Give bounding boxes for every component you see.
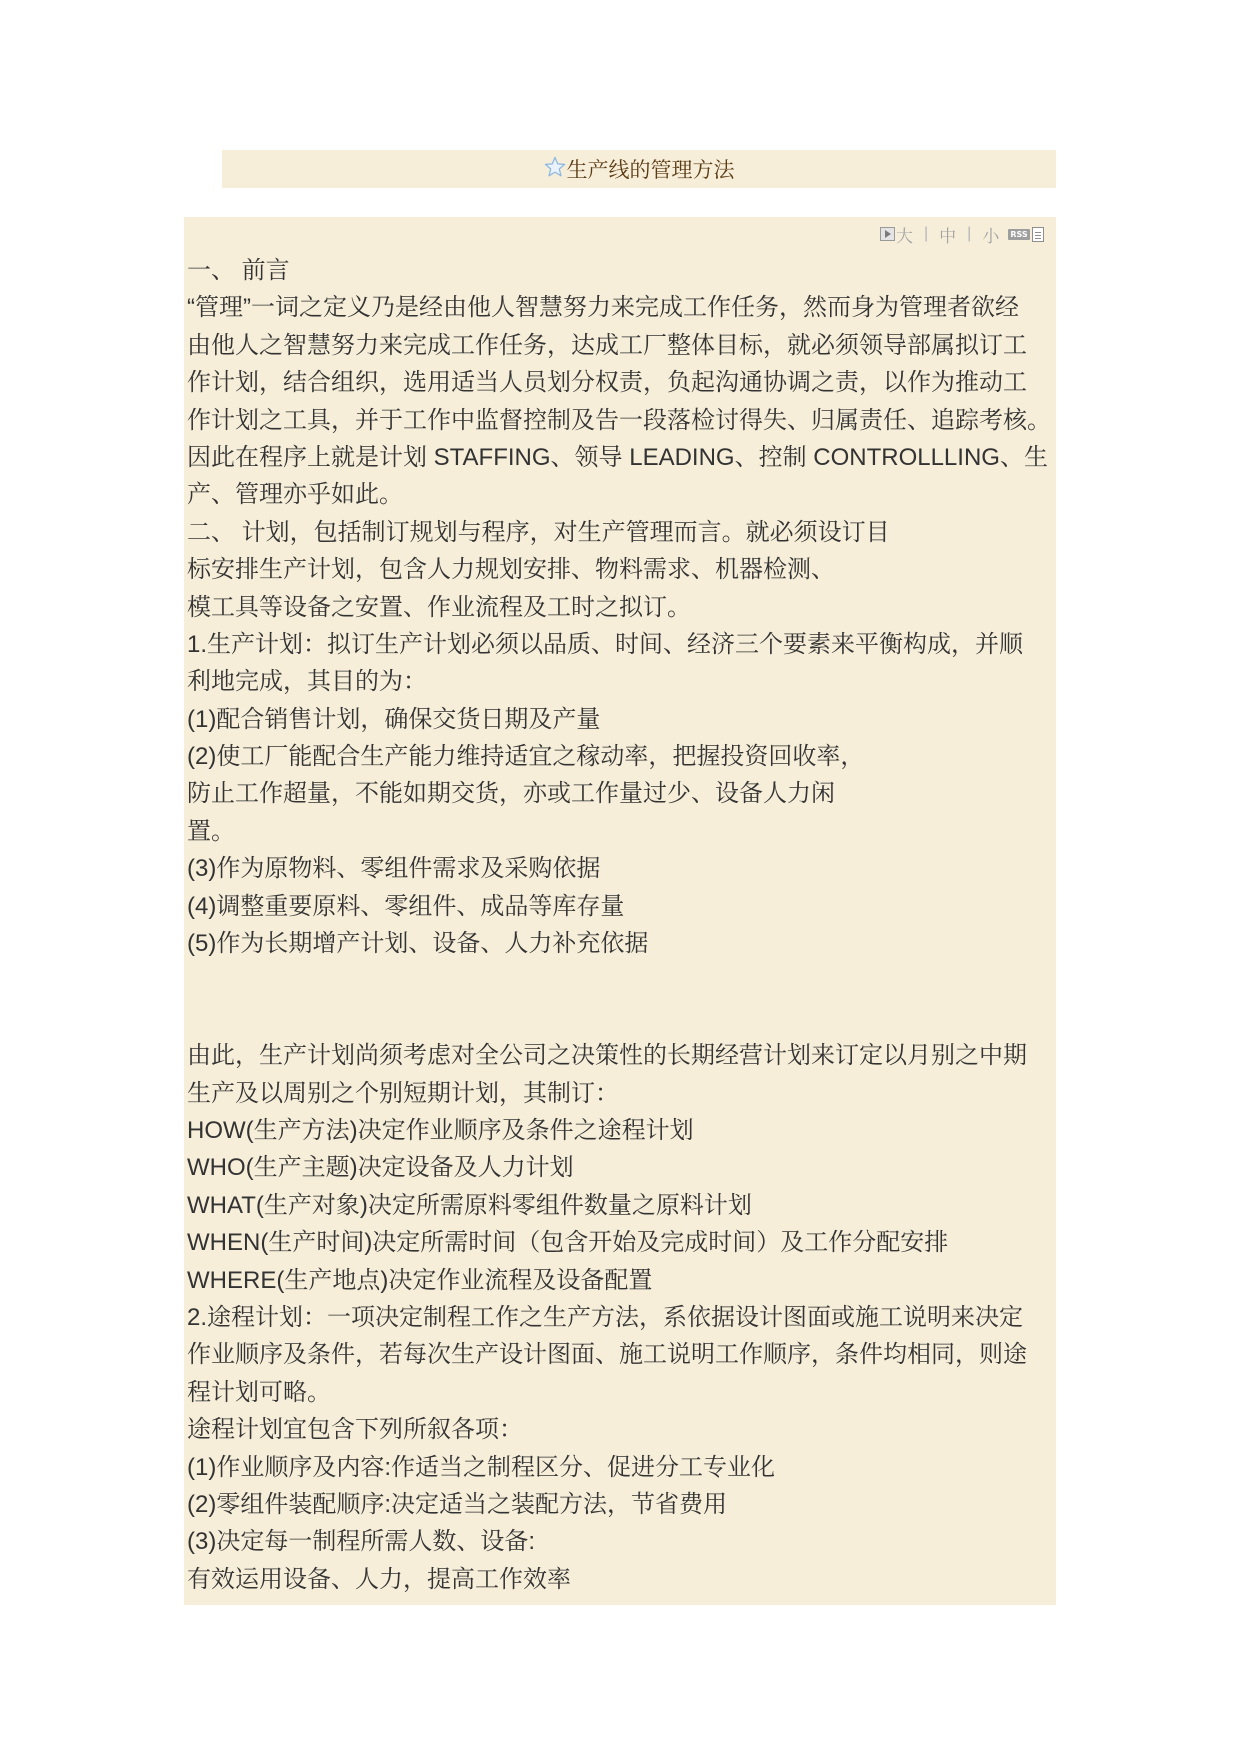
text-line: 因此在程序上就是计划 STAFFING、领导 LEADING、控制 CONTROLLLING、生: [187, 443, 1048, 471]
font-small-link[interactable]: 小: [982, 226, 1000, 246]
text-line: “管理”一词之定义乃是经由他人智慧努力来完成工作任务，然而身为管理者欲经: [187, 294, 1019, 322]
text-line: 模工具等设备之安置、作业流程及工时之拟订。: [187, 593, 691, 621]
text-line: 由此，生产计划尚须考虑对全公司之决策性的长期经营计划来订定以月别之中期: [187, 1042, 1027, 1070]
text-line: 置。: [187, 817, 235, 845]
list-item: WHAT(生产对象)决定所需原料零组件数量之原料计划: [187, 1191, 752, 1219]
font-medium-link[interactable]: 中: [939, 226, 957, 246]
page-icon[interactable]: [1032, 227, 1044, 242]
list-item: (5)作为长期增产计划、设备、人力补充依据: [187, 930, 649, 958]
article-panel: [184, 217, 1056, 1605]
rss-icon[interactable]: RSS: [1010, 229, 1028, 239]
text-line: 防止工作超量，不能如期交货，亦或工作量过少、设备人力闲: [187, 780, 835, 808]
article-body: [187, 252, 1053, 1598]
text-line: 标安排生产计划，包含人力规划安排、物料需求、机器检测、: [187, 556, 835, 584]
list-item: (3)作为原物料、零组件需求及采购依据: [187, 855, 601, 883]
text-line: 生产及以周别之个别短期计划，其制订：: [187, 1079, 619, 1107]
list-item: WHEN(生产时间)决定所需时间（包含开始及完成时间）及工作分配安排: [187, 1229, 949, 1257]
title-bar: [222, 150, 1056, 188]
list-item: WHERE(生产地点)决定作业流程及设备配置: [187, 1266, 653, 1294]
font-size-toolbar: [880, 222, 1044, 246]
list-item: (4)调整重要原料、零组件、成品等库存量: [187, 892, 625, 920]
text-line: 途程计划宜包含下列所叙各项：: [187, 1416, 523, 1444]
list-item: WHO(生产主题)决定设备及人力计划: [187, 1154, 574, 1182]
list-item: (1)配合销售计划，确保交货日期及产量: [187, 705, 601, 733]
list-item: HOW(生产方法)决定作业顺序及条件之途程计划: [187, 1117, 694, 1144]
text-line: 由他人之智慧努力来完成工作任务，达成工厂整体目标，就必须领导部属拟订工: [187, 331, 1027, 359]
text-size-icon: [880, 227, 895, 241]
section-heading: 一、 前言: [187, 257, 290, 284]
toolbar-separator: |: [924, 225, 929, 242]
text-line: 有效运用设备、人力，提高工作效率: [187, 1565, 571, 1593]
text-line: 作计划之工具，并于工作中监督控制及告一段落检讨得失、归属责任、追踪考核。: [187, 406, 1051, 434]
text-line: 利地完成，其目的为：: [187, 668, 427, 696]
text-line: 作业顺序及条件，若每次生产设计图面、施工说明工作顺序，条件均相同，则途: [187, 1341, 1027, 1369]
list-item: (2)零组件装配顺序:决定适当之装配方法，节省费用: [187, 1490, 727, 1518]
font-large-link[interactable]: 大: [896, 226, 913, 246]
page-title: 生产线的管理方法: [566, 159, 735, 182]
star-icon: [544, 156, 566, 178]
text-line: 作计划，结合组织，选用适当人员划分权责，负起沟通协调之责，以作为推动工: [187, 369, 1027, 397]
text-line: 1.生产计划：拟订生产计划必须以品质、时间、经济三个要素来平衡构成，并顺: [187, 630, 1024, 658]
paragraph-gap: [187, 962, 1053, 1037]
list-item: (3)决定每一制程所需人数、设备:: [187, 1528, 535, 1556]
toolbar-separator: |: [967, 225, 972, 242]
list-item: (2)使工厂能配合生产能力维持适宜之稼动率，把握投资回收率，: [187, 743, 865, 771]
text-line: 程计划可略。: [187, 1378, 331, 1406]
section-heading: 二、 计划，包括制订规划与程序，对生产管理而言。就必须设订目: [187, 518, 890, 546]
text-line: 产、管理亦乎如此。: [187, 481, 403, 509]
text-line: 2.途程计划：一项决定制程工作之生产方法，系依据设计图面或施工说明来决定: [187, 1303, 1024, 1331]
list-item: (1)作业顺序及内容:作适当之制程区分、促进分工专业化: [187, 1453, 775, 1481]
